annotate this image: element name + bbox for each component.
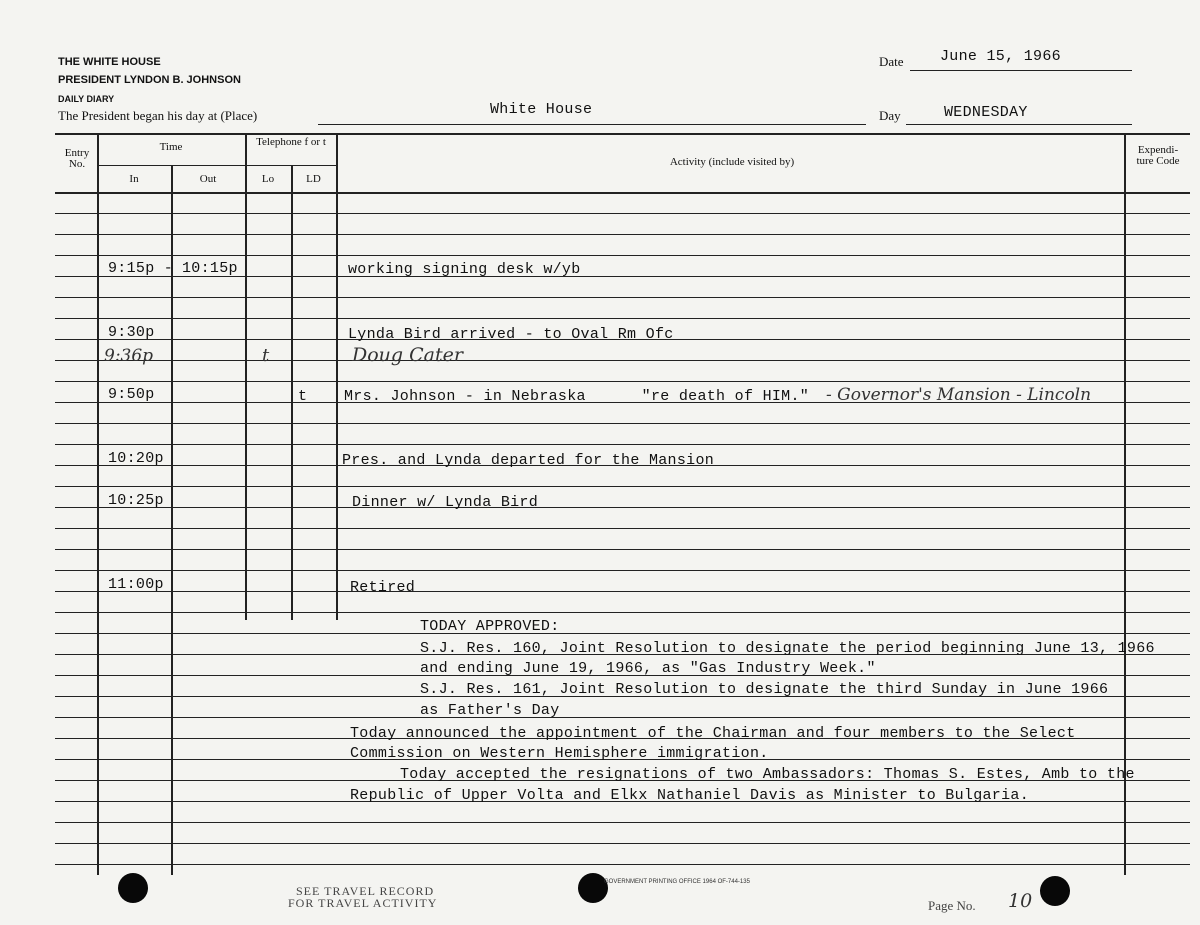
approved-line-3: S.J. Res. 161, Joint Resolution to designate the third Sunday in June 1966 [420, 681, 1109, 698]
grid-line [55, 381, 1190, 382]
grid-line [55, 318, 1190, 319]
announced-line-1: Today announced the appointment of the Chairman and four members to the Select [350, 725, 1076, 742]
day-value: WEDNESDAY [944, 104, 1028, 121]
entry-5-in: 10:20p [108, 450, 164, 467]
announced-line-4: Republic of Upper Volta and Elkx Nathaniel Davis as Minister to Bulgaria. [350, 787, 1030, 804]
grid-line [55, 612, 1190, 613]
col-time: Time [159, 141, 183, 153]
entry-4-ld: t [298, 388, 308, 405]
announced-line-2: Commission on Western Hemisphere immigration. [350, 745, 769, 762]
grid-line [55, 843, 1190, 844]
grid-line [336, 133, 338, 620]
grid-line [97, 133, 99, 875]
grid-line [55, 486, 1190, 487]
grid-line [55, 360, 1190, 361]
col-telephone: Telephone f or t [256, 136, 326, 148]
grid-line [55, 591, 1190, 592]
entry-4-in: 9:50p [108, 386, 155, 403]
entry-4-activity: Mrs. Johnson - in Nebraska "re death of HIM." [344, 388, 810, 405]
began-label: The President began his day at (Place) [58, 108, 258, 123]
grid-line [55, 528, 1190, 529]
col-expenditure: Expendi- ture Code [1136, 144, 1180, 167]
entry-6-activity: Dinner w/ Lynda Bird [352, 494, 539, 511]
president-name: PRESIDENT LYNDON B. JOHNSON [58, 74, 241, 86]
grid-line [55, 549, 1190, 550]
col-entry: Entry No. [64, 147, 90, 170]
place-value: White House [490, 101, 593, 118]
announced-line-3: Today accepted the resignations of two Ambassadors: Thomas S. Estes, Amb to the [400, 766, 1135, 783]
printing-office: GOVERNMENT PRINTING OFFICE 1964 OF-744-135 [604, 879, 750, 885]
travel-record-1: SEE TRAVEL RECORD [296, 884, 435, 898]
grid-line [55, 444, 1190, 445]
entry-2-activity: Lynda Bird arrived - to Oval Rm Ofc [348, 326, 674, 343]
entry-1-out: 10:15p [182, 260, 238, 277]
travel-record-2: FOR TRAVEL ACTIVITY [288, 896, 438, 910]
approved-heading: TODAY APPROVED: [420, 618, 560, 635]
entry-6-in: 10:25p [108, 492, 164, 509]
grid-line [55, 507, 1190, 508]
entry-5-activity: Pres. and Lynda departed for the Mansion [342, 452, 715, 469]
page-number: 10 [1008, 890, 1033, 912]
grid-line [55, 297, 1190, 298]
grid-line [1124, 133, 1126, 875]
grid-line [55, 717, 1190, 718]
approved-line-1: S.J. Res. 160, Joint Resolution to designate the period beginning June 13, 1966 [420, 640, 1155, 657]
grid-line [55, 234, 1190, 235]
punch-hole [578, 873, 608, 903]
col-in: In [129, 173, 139, 185]
entry-3-activity: Doug Cater [352, 344, 463, 366]
approved-line-2: and ending June 19, 1966, as "Gas Industry Week." [420, 660, 876, 677]
entry-1-activity: working signing desk w/yb [348, 261, 581, 278]
org-title: THE WHITE HOUSE [58, 56, 161, 68]
diary-label: DAILY DIARY [58, 94, 115, 104]
grid-line [55, 213, 1190, 214]
punch-hole [1040, 876, 1070, 906]
date-label: Date [879, 54, 904, 69]
col-activity: Activity (include visited by) [669, 156, 795, 168]
entry-2-in: 9:30p [108, 324, 155, 341]
grid-line [55, 864, 1190, 865]
grid-line [55, 255, 1190, 256]
col-out: Out [199, 173, 217, 185]
entry-7-activity: Retired [350, 579, 416, 596]
grid-line [55, 570, 1190, 571]
day-label: Day [879, 108, 901, 123]
grid-line [291, 165, 293, 620]
col-ld: LD [306, 173, 321, 185]
grid-line [55, 423, 1190, 424]
entry-3-lo: t [262, 345, 270, 366]
entry-4-note: - Governor's Mansion - Lincoln [826, 385, 1092, 405]
date-value: June 15, 1966 [940, 48, 1061, 65]
approved-line-4: as Father's Day [420, 702, 560, 719]
entry-1-in: 9:15p - [108, 260, 174, 277]
grid-line [245, 133, 247, 620]
page-label: Page No. [928, 898, 976, 913]
grid-line [55, 633, 1190, 634]
col-lo: Lo [261, 173, 275, 185]
punch-hole [118, 873, 148, 903]
entry-7-in: 11:00p [108, 576, 164, 593]
grid-line [55, 822, 1190, 823]
entry-3-in: 9:36p [104, 346, 154, 366]
